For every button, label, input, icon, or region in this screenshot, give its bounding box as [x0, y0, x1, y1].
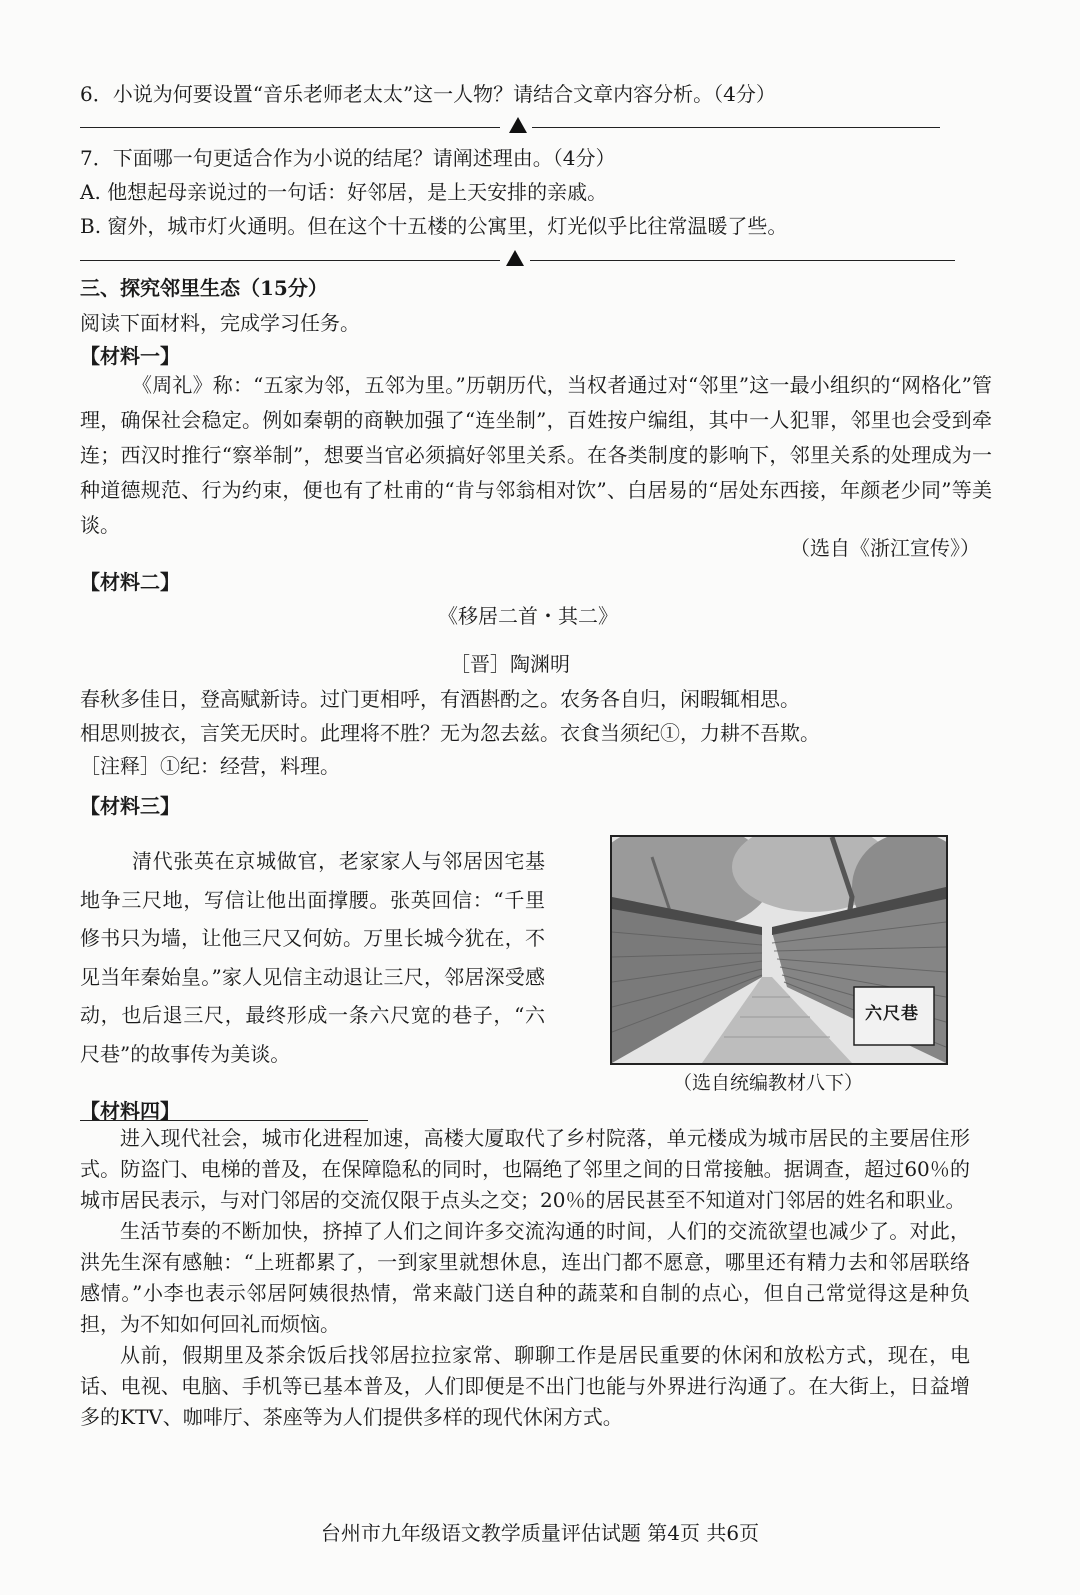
triangle-marker-icon [506, 250, 524, 266]
page-footer: 台州市九年级语文教学质量评估试题 第4页 共6页 [320, 1521, 760, 1545]
material-1-source: （选自《浙江宣传》） [790, 536, 980, 560]
question-7-option-a: A. 他想起母亲说过的一句话：好邻居，是上天安排的亲戚。 [80, 180, 608, 204]
triangle-marker-icon [509, 117, 527, 133]
answer-divider-q7 [80, 250, 950, 270]
material-1-body: 《周礼》称：“五家为邻，五邻为里。”历朝历代，当权者通过对“邻里”这一最小组织的“网格化”管理，确保社会稳定。例如秦朝的商鞅加强了“连坐制”，百姓按户编组，其中一人犯罪，邻里也会受到牵连；西汉时推行“察举制”，想要当官必须搞好邻里关系。在各类制度的影响下，邻里关系的处理成为一种道德规范、行为约束，便也有了杜甫的“肯与邻翁相对饮”、白居易的“居处东西接，年颜老少同”等美谈。 [80, 373, 992, 537]
question-7: 7．下面哪一句更适合作为小说的结尾？请阐述理由。（4分） [80, 146, 616, 170]
material-4-paragraph-2: 生活节奏的不断加快，挤掉了人们之间许多交流沟通的时间，人们的交流欲望也减少了。对此，洪先生深有感触：“上班都累了，一到家里就想休息，连出门都不愿意，哪里还有精力去和邻居联络感情。”小李也表示邻居阿姨很热情，常来敲门送自种的蔬菜和自制的点心，但自己常觉得这是种负担，为不知如何回礼而烦恼。 [80, 1219, 970, 1336]
six-foot-alley-photo [610, 835, 948, 1065]
material-4-paragraph-1: 进入现代社会，城市化进程加速，高楼大厦取代了乡村院落，单元楼成为城市居民的主要居住形式。防盗门、电梯的普及，在保障隐私的同时，也隔绝了邻里之间的日常接触。据调查，超过60％的城市居民表示，与对门邻居的交流仅限于点头之交；20％的居民甚至不知道对门邻居的姓名和职业。 [80, 1126, 970, 1212]
material-4-body [80, 1123, 970, 1433]
section-heading: 三、探究邻里生态（15分） [80, 276, 328, 300]
poem-line-1: 春秋多佳日，登高赋新诗。过门更相呼，有酒斟酌之。农务各自归，闲暇辄相思。 [80, 687, 800, 711]
poem-title: 《移居二首・其二》 [438, 604, 618, 628]
answer-divider-q6 [80, 117, 950, 137]
material-4-label: 【材料四】 [80, 1099, 180, 1123]
question-6: 6．小说为何要设置“音乐老师老太太”这一人物？请结合文章内容分析。（4分） [80, 82, 776, 106]
poem-author: ［晋］陶渊明 [450, 652, 570, 676]
photo-caption: （选自统编教材八下） [673, 1072, 864, 1094]
material-4-paragraph-3: 从前，假期里及茶余饭后找邻居拉拉家常、聊聊工作是居民重要的休闲和放松方式，现在，电话、电视、电脑、手机等已基本普及，人们即便是不出门也能与外界进行沟通了。在大街上，日益增多的KTV、咖啡厅、茶座等为人们提供多样的现代休闲方式。 [80, 1343, 970, 1429]
poem-line-2: 相思则披衣，言笑无厌时。此理将不胜？无为忽去兹。衣食当须纪①，力耕不吾欺。 [80, 721, 820, 745]
material-3-label: 【材料三】 [80, 794, 180, 818]
alley-sign-text: 六尺巷 [865, 1004, 919, 1024]
section-instruction: 阅读下面材料，完成学习任务。 [80, 311, 360, 335]
material-2-label: 【材料二】 [80, 570, 180, 594]
poem-note: ［注释］①纪：经营，料理。 [80, 754, 340, 778]
material-4-underline [80, 1120, 368, 1121]
material-3-body: 清代张英在京城做官，老家家人与邻居因宅基地争三尺地，写信让他出面撑腰。张英回信：“千里修书只为墙，让他三尺又何妨。万里长城今犹在，不见当年秦始皇。”家人见信主动退让三尺，邻居深受感动，也后退三尺，最终形成一条六尺宽的巷子，“六尺巷”的故事传为美谈。 [80, 849, 545, 1066]
question-7-option-b: B. 窗外，城市灯火通明。但在这个十五楼的公寓里，灯光似乎比往常温暖了些。 [80, 214, 788, 238]
material-1-label: 【材料一】 [80, 344, 180, 368]
